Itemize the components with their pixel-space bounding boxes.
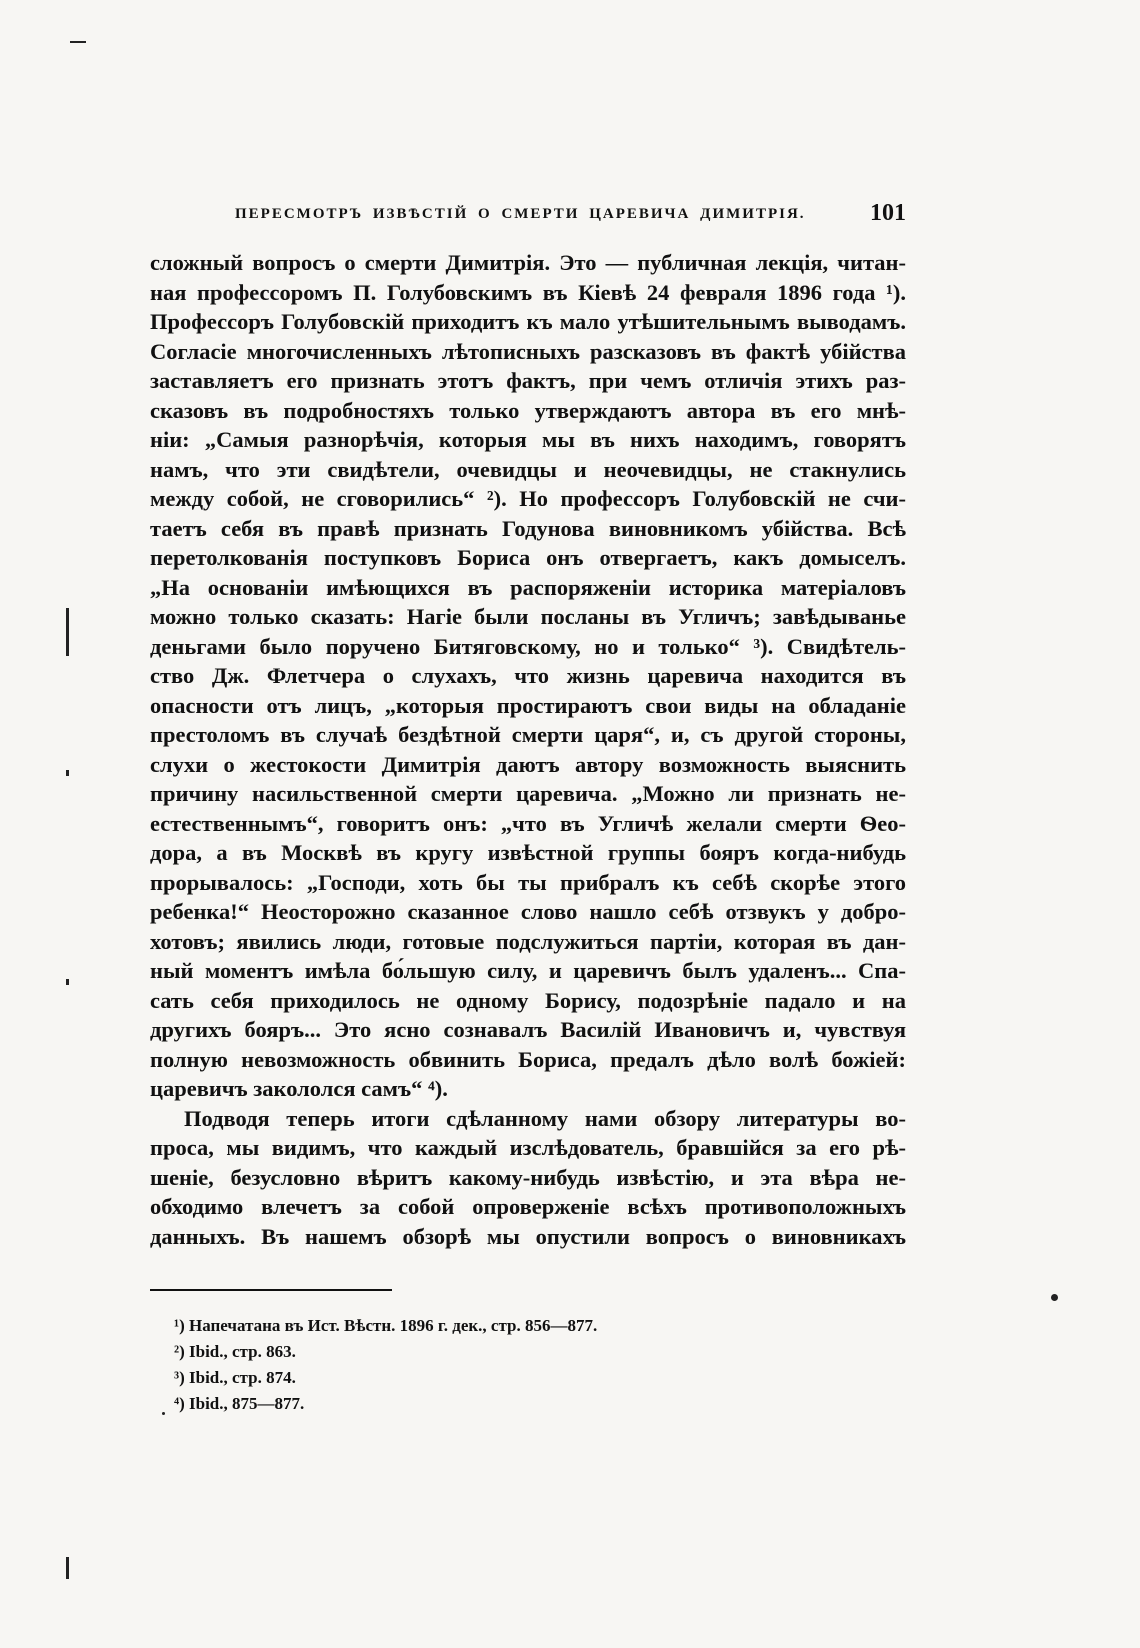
text-line: сать себя приходилось не одному Борису, подозрѣніе падало и на (150, 987, 906, 1013)
scan-mark (66, 770, 69, 776)
text-line: слухи о жестокости Димитрія даютъ автору возможность выяснить (150, 751, 906, 777)
scan-mark (162, 1412, 165, 1415)
text-line: Согласіе многочисленныхъ лѣтописныхъ разсказовъ въ фактѣ убійства (150, 338, 906, 364)
text-line: царевичъ закололся самъ“ ⁴). (150, 1076, 448, 1101)
page-number: 101 (870, 200, 906, 226)
footnotes (174, 1313, 794, 1417)
footnote-text: Напечатана въ Ист. Вѣстн. 1896 г. дек., стр. 856—877. (189, 1316, 598, 1335)
text-line: деньгами было поручено Битяговскому, но и только“ ³). Свидѣтель- (150, 633, 906, 659)
scan-mark (66, 1557, 69, 1579)
text-line: обходимо влечетъ за собой опроверженіе всѣхъ противоположныхъ (150, 1194, 906, 1219)
text-line: естественнымъ“, говоритъ онъ: „что въ Угличѣ желали смерти Ѳео- (150, 810, 906, 836)
scan-mark (66, 608, 69, 656)
text-line: ребенка!“ Неосторожно сказанное слово нашло себѣ отзвукъ у добро- (150, 899, 906, 924)
text-line: сказовъ въ подробностяхъ только утверждаютъ автора въ его мнѣ- (150, 397, 906, 423)
footnote-mark: ²) (174, 1342, 185, 1361)
text-line: шеніе, безусловно вѣритъ какому-нибудь извѣстію, и эта вѣра не- (150, 1164, 906, 1190)
scan-mark (1051, 1294, 1058, 1301)
footnote-mark: ¹) (174, 1316, 185, 1335)
footnote-text: Ibid., стр. 874. (189, 1368, 296, 1387)
body-text (150, 248, 906, 1251)
text-line: сложный вопросъ о смерти Димитрія. Это — публичная лекція, читан- (150, 250, 906, 275)
text-line: прорывалось: „Господи, хоть бы ты прибралъ къ себѣ скорѣе этого (150, 869, 906, 895)
text-line: опасности отъ лицъ, „которыя простираютъ свои виды на обладаніе (150, 692, 906, 718)
text-line: ство Дж. Флетчера о слухахъ, что жизнь царевича находится въ (150, 663, 906, 688)
text-line: ный моментъ имѣла бо́льшую силу, и царевичъ былъ удаленъ... Спа- (150, 958, 906, 983)
text-line: между собой, не сговорились“ ²). Но профессоръ Голубовскій не счи- (150, 486, 906, 511)
footnote-text: Ibid., стр. 863. (189, 1342, 296, 1361)
footnote (174, 1339, 794, 1365)
text-line: перетолкованія поступковъ Бориса онъ отвергаетъ, какъ домыселъ. (150, 545, 906, 570)
footnote (174, 1365, 794, 1391)
text-line: заставляетъ его признать этотъ фактъ, при чемъ отличія этихъ раз- (150, 368, 906, 393)
footnote-rule (150, 1289, 392, 1291)
scan-mark (70, 41, 86, 43)
text-line: хотовъ; явились люди, готовые подслужиться партіи, которая въ дан- (150, 928, 906, 954)
text-line: Профессоръ Голубовскій приходитъ къ мало утѣшительнымъ выводамъ. (150, 309, 906, 334)
text-line: причину насильственной смерти царевича. „Можно ли признать не- (150, 781, 906, 806)
footnote-mark: ⁴) (174, 1394, 185, 1413)
text-line: „На основаніи имѣющихся въ распоряженіи историка матеріаловъ (150, 574, 906, 600)
footnote (174, 1391, 794, 1417)
text-line: данныхъ. Въ нашемъ обзорѣ мы опустили вопросъ о виновникахъ (150, 1223, 906, 1249)
scan-mark (66, 979, 69, 985)
text-line: ніи: „Самыя разнорѣчія, которыя мы въ нихъ находимъ, говорятъ (150, 427, 906, 452)
text-line: ная профессоромъ П. Голубовскимъ въ Кіевѣ 24 февраля 1896 года ¹). (150, 279, 906, 305)
footnote (174, 1313, 794, 1339)
text-line: таетъ себя въ правѣ признать Годунова виновникомъ убійства. Всѣ (150, 515, 906, 541)
text-line: намъ, что эти свидѣтели, очевидцы и неочевидцы, не стакнулись (150, 456, 906, 482)
text-line: Подводя теперь итоги сдѣланному нами обзору литературы во- (184, 1105, 906, 1131)
page-header (150, 200, 906, 234)
text-line: дора, а въ Москвѣ въ кругу извѣстной группы бояръ когда-нибудь (150, 840, 906, 865)
footnote-text: Ibid., 875—877. (189, 1394, 305, 1413)
footnote-mark: ³) (174, 1368, 185, 1387)
text-line: полную невозможность обвинить Бориса, предалъ дѣло волѣ божіей: (150, 1046, 906, 1072)
text-line: проса, мы видимъ, что каждый изслѣдователь, бравшійся за его рѣ- (150, 1135, 906, 1160)
running-title: ПЕРЕСМОТРЪ ИЗВѢСТІЙ О СМЕРТИ ЦАРЕВИЧА ДИМИТРІЯ. (235, 206, 806, 222)
text-line: можно только сказать: Нагіе были посланы въ Угличъ; завѣдыванье (150, 604, 906, 629)
text-line: престоломъ въ случаѣ бездѣтной смерти царя“, и, съ другой стороны, (150, 722, 906, 747)
text-line: другихъ бояръ... Это ясно сознавалъ Василій Ивановичъ и, чувствуя (150, 1017, 906, 1042)
